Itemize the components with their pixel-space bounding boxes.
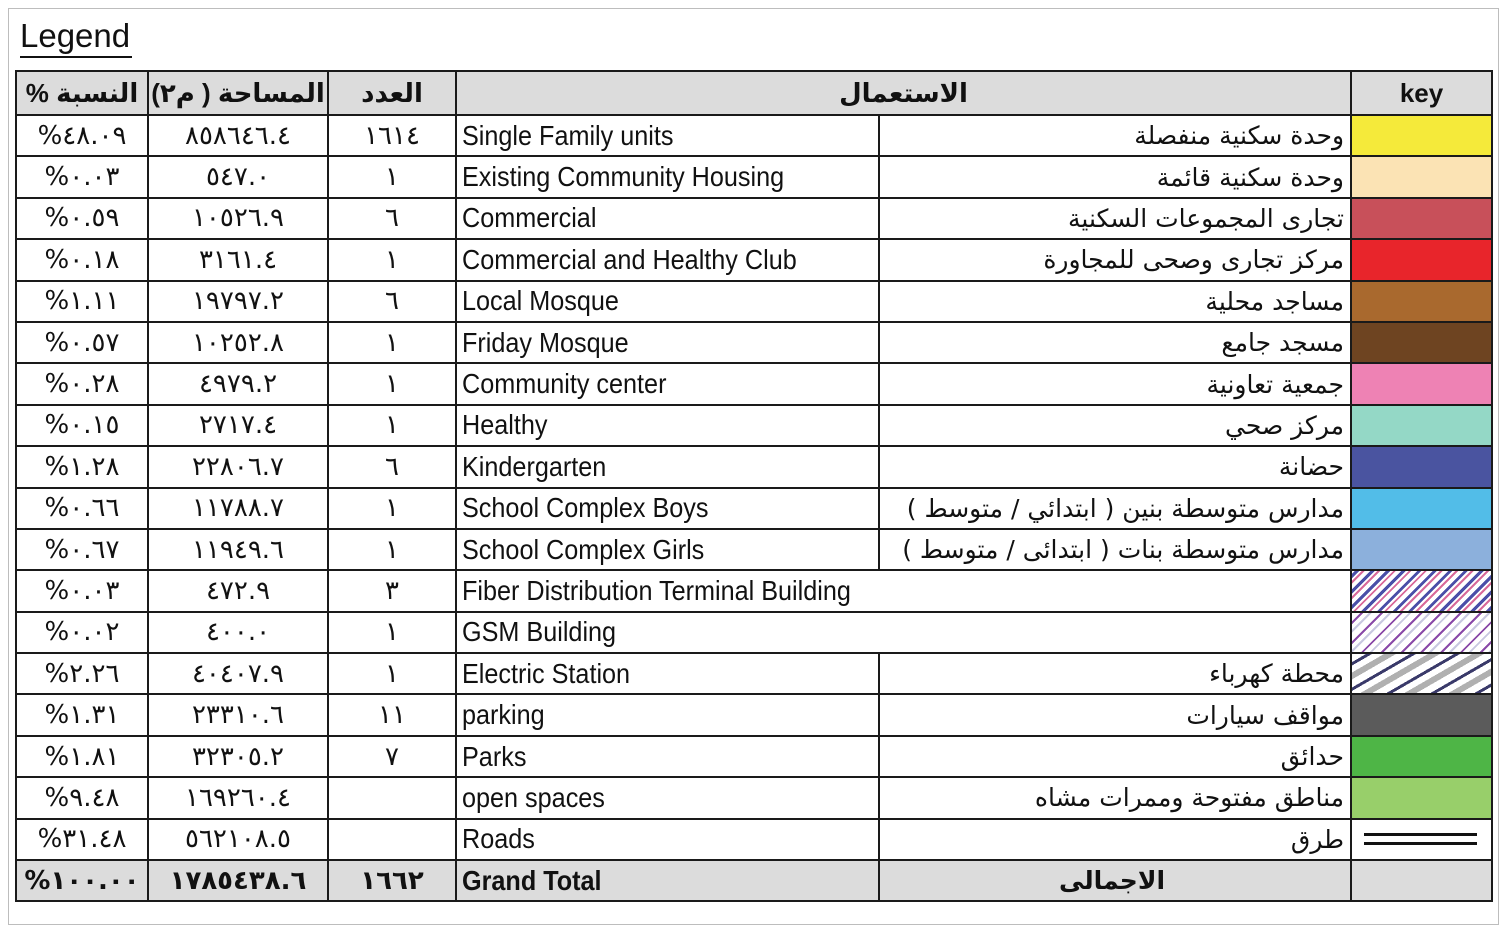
key-swatch-cell [1351,115,1492,156]
table-row [16,156,1492,197]
percent-cell: %٠.٠٣ [16,156,148,197]
area-cell: ٢٣٣١٠.٦ [148,694,328,735]
area-cell: ٤٩٧٩.٢ [148,363,328,404]
count-cell: ١ [328,529,456,570]
area-cell: ٣٢٣٠٥.٢ [148,736,328,777]
key-swatch-cell [1351,653,1492,694]
use-english-cell [456,322,879,363]
use-arabic-cell: وحدة سكنية منفصلة [879,115,1351,156]
count-cell: ٦ [328,446,456,487]
use-english-cell [456,653,879,694]
percent-cell: %٠.٢٨ [16,363,148,404]
total-count: ١٦٦٢ [328,860,456,901]
use-english-label: Kindergarten [462,450,607,482]
use-english-cell [456,777,879,818]
color-swatch [1352,406,1491,445]
header-use: الاستعمال [456,71,1351,115]
use-arabic-cell: جمعية تعاونية [879,363,1351,404]
use-arabic-cell: مناطق مفتوحة وممرات مشاه [879,777,1351,818]
use-english-cell [456,694,879,735]
key-swatch-cell [1351,488,1492,529]
percent-cell: %٠.٥٧ [16,322,148,363]
use-english-cell [456,156,879,197]
count-cell: ١ [328,653,456,694]
use-english-cell [456,488,879,529]
key-swatch-cell [1351,322,1492,363]
key-swatch-cell [1351,570,1492,611]
percent-cell: %٠.١٨ [16,239,148,280]
percent-cell: %٠.٠٢ [16,612,148,653]
key-swatch-cell [1351,777,1492,818]
percent-cell: %٢.٢٦ [16,653,148,694]
use-arabic-cell: محطة كهرباء [879,653,1351,694]
table-row [16,694,1492,735]
percent-cell: %١.١١ [16,281,148,322]
key-swatch-cell [1351,819,1492,860]
table-row [16,529,1492,570]
count-cell: ٣ [328,570,456,611]
legend-title: Legend [20,16,132,58]
area-cell: ٨٥٨٦٤٦.٤ [148,115,328,156]
percent-cell: %٣١.٤٨ [16,819,148,860]
color-swatch [1352,364,1491,403]
count-cell: ١ [328,239,456,280]
color-swatch [1352,654,1491,693]
use-english-label: Single Family units [462,119,674,151]
grand-total-row [16,860,1492,901]
table-row [16,736,1492,777]
use-arabic-cell: مسجد جامع [879,322,1351,363]
count-cell: ٦ [328,198,456,239]
area-cell: ٥٤٧.٠ [148,156,328,197]
header-count: العدد [328,71,456,115]
color-swatch [1352,489,1491,528]
count-cell [328,819,456,860]
use-arabic-cell: مركز صحي [879,405,1351,446]
percent-cell: %١.٢٨ [16,446,148,487]
key-swatch-cell [1351,239,1492,280]
key-swatch-cell [1351,694,1492,735]
count-cell: ١١ [328,694,456,735]
key-swatch-cell [1351,529,1492,570]
count-cell: ١٦١٤ [328,115,456,156]
use-english-label: Community center [462,368,667,400]
key-swatch-cell [1351,156,1492,197]
table-row [16,405,1492,446]
area-cell: ١٩٧٩٧.٢ [148,281,328,322]
use-english-label: Roads [462,823,535,855]
area-cell: ٢٧١٧.٤ [148,405,328,446]
header-key: key [1351,71,1492,115]
table-row [16,363,1492,404]
use-arabic-cell: مساجد محلية [879,281,1351,322]
table-row [16,322,1492,363]
key-swatch-cell [1351,736,1492,777]
use-english-label: Friday Mosque [462,326,629,358]
use-arabic-cell: حدائق [879,736,1351,777]
use-english-label: School Complex Girls [462,533,705,565]
count-cell: ٦ [328,281,456,322]
key-swatch-cell [1351,405,1492,446]
use-english-label: Existing Community Housing [462,161,785,193]
table-row [16,198,1492,239]
header-percent: النسبة % [16,71,148,115]
count-cell: ١ [328,488,456,529]
use-english-label: open spaces [462,781,605,813]
table-row [16,777,1492,818]
color-swatch [1352,157,1491,196]
table-row [16,612,1492,653]
area-cell: ٥٦٢١٠٨.٥ [148,819,328,860]
use-english-cell [456,405,879,446]
area-cell: ١٠٢٥٢.٨ [148,322,328,363]
area-cell: ١٠٥٢٦.٩ [148,198,328,239]
use-english-cell [456,570,1351,611]
use-english-label: Healthy [462,409,548,441]
table-row [16,653,1492,694]
use-english-cell [456,115,879,156]
table-row [16,115,1492,156]
land-use-table [15,70,1493,902]
total-arabic: الاجمالى [879,860,1351,901]
percent-cell: %٠.٠٣ [16,570,148,611]
total-area: ١٧٨٥٤٣٨.٦ [148,860,328,901]
use-english-label: Electric Station [462,657,631,689]
use-english-cell [456,736,879,777]
area-cell: ٤٧٢.٩ [148,570,328,611]
table-row [16,570,1492,611]
key-swatch-cell [1351,363,1492,404]
key-swatch-cell [1351,281,1492,322]
use-arabic-cell: حضانة [879,446,1351,487]
use-english-label: Fiber Distribution Terminal Building [462,574,851,606]
key-swatch-cell [1351,612,1492,653]
percent-cell: %٠.٦٧ [16,529,148,570]
use-english-label: Parks [462,740,527,772]
count-cell: ١ [328,156,456,197]
use-arabic-cell: طرق [879,819,1351,860]
use-english-cell [456,612,1351,653]
count-cell: ١ [328,612,456,653]
percent-cell: %٠.١٥ [16,405,148,446]
color-swatch [1352,820,1491,859]
header-row [16,71,1492,115]
table-row [16,281,1492,322]
table-row [16,446,1492,487]
use-arabic-cell: مدارس متوسطة بنات ( ابتدائى / متوسط ) [879,529,1351,570]
total-key-cell [1351,860,1492,901]
use-english-cell [456,819,879,860]
color-swatch [1352,116,1491,155]
color-swatch [1352,530,1491,569]
color-swatch [1352,447,1491,486]
area-cell: ٣١٦١.٤ [148,239,328,280]
color-swatch [1352,323,1491,362]
color-swatch [1352,695,1491,734]
color-swatch [1352,571,1491,610]
use-arabic-cell: تجارى المجموعات السكنية [879,198,1351,239]
use-arabic-cell: مواقف سيارات [879,694,1351,735]
total-english-label: Grand Total [462,864,602,896]
color-swatch [1352,737,1491,776]
count-cell: ١ [328,322,456,363]
color-swatch [1352,282,1491,321]
area-cell: ١١٧٨٨.٧ [148,488,328,529]
table-row [16,239,1492,280]
use-english-cell [456,363,879,404]
color-swatch [1352,778,1491,817]
area-cell: ٤٠٤٠٧.٩ [148,653,328,694]
count-cell: ٧ [328,736,456,777]
color-swatch [1352,199,1491,238]
area-cell: ٢٢٨٠٦.٧ [148,446,328,487]
use-english-label: parking [462,699,545,731]
use-english-label: Commercial [462,202,597,234]
percent-cell: %١.٨١ [16,736,148,777]
use-english-cell [456,529,879,570]
count-cell: ١ [328,405,456,446]
percent-cell: %٩.٤٨ [16,777,148,818]
use-english-label: GSM Building [462,616,617,648]
road-lines-icon [1364,833,1477,845]
percent-cell: %٠.٦٦ [16,488,148,529]
use-arabic-cell: مدارس متوسطة بنين ( ابتدائي / متوسط ) [879,488,1351,529]
area-cell: ١٦٩٢٦٠.٤ [148,777,328,818]
use-arabic-cell: وحدة سكنية قائمة [879,156,1351,197]
use-english-cell [456,198,879,239]
key-swatch-cell [1351,446,1492,487]
area-cell: ٤٠٠.٠ [148,612,328,653]
percent-cell: %٤٨.٠٩ [16,115,148,156]
table-row [16,488,1492,529]
table-row [16,819,1492,860]
use-english-cell [456,239,879,280]
use-english-label: Commercial and Healthy Club [462,243,797,275]
use-english-label: School Complex Boys [462,492,709,524]
count-cell: ١ [328,363,456,404]
color-swatch [1352,613,1491,652]
percent-cell: %١.٣١ [16,694,148,735]
percent-cell: %٠.٥٩ [16,198,148,239]
color-swatch [1352,240,1491,279]
use-english-label: Local Mosque [462,285,619,317]
key-swatch-cell [1351,198,1492,239]
total-percent: %١٠٠.٠٠ [16,860,148,901]
header-area: المساحة ( م٢) [148,71,328,115]
count-cell [328,777,456,818]
use-english-cell [456,446,879,487]
use-english-cell [456,281,879,322]
use-arabic-cell: مركز تجارى وصحى للمجاورة [879,239,1351,280]
total-english-cell [456,860,879,901]
area-cell: ١١٩٤٩.٦ [148,529,328,570]
